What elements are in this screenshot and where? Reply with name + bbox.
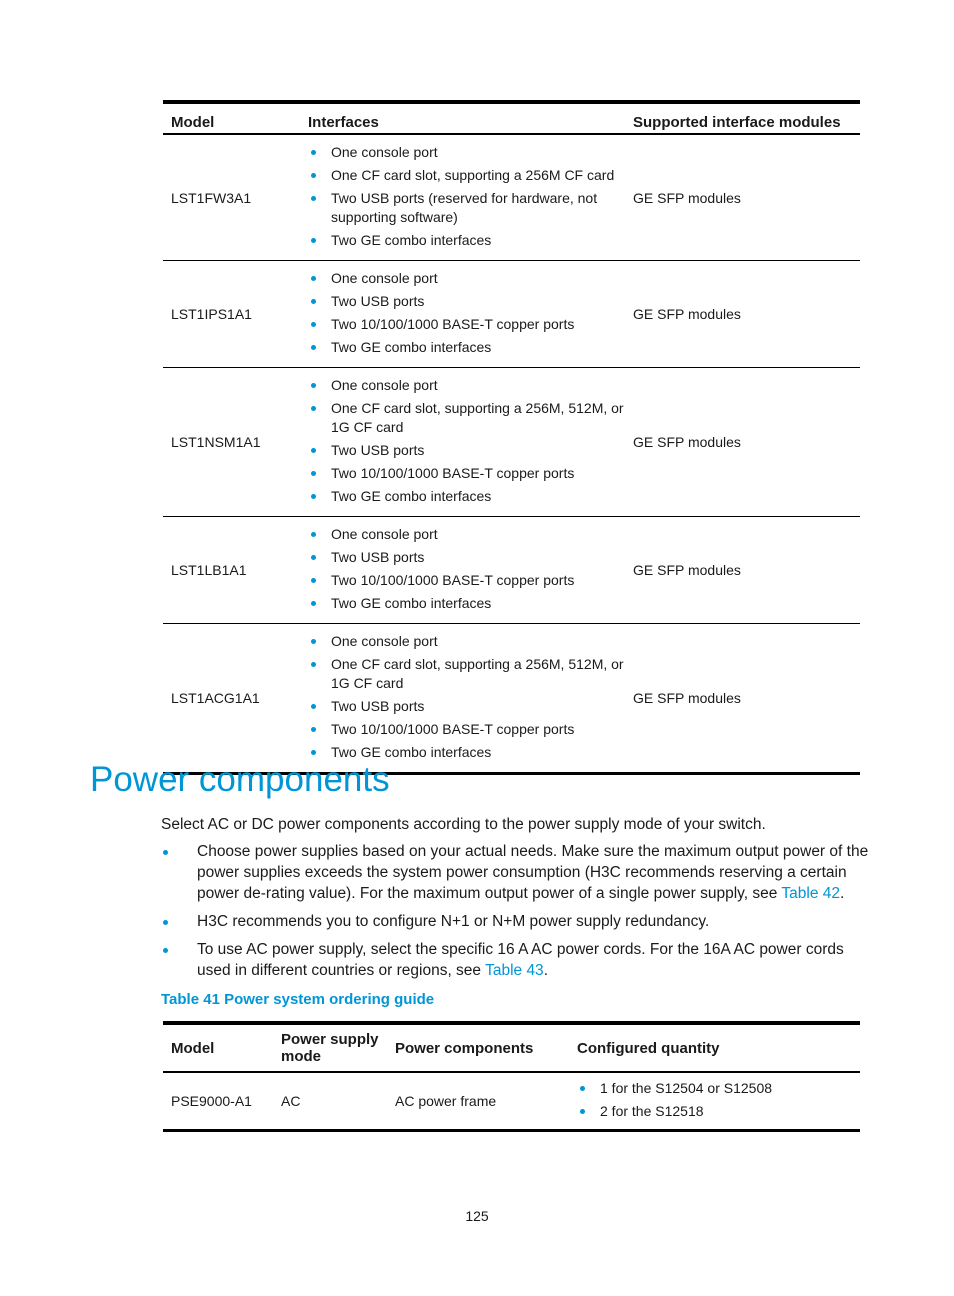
mode-cell: AC — [273, 1072, 387, 1131]
bullet-end: . — [543, 962, 548, 979]
list-item: Two GE combo interfaces — [308, 743, 625, 762]
list-item: 1 for the S12504 or S12508 — [577, 1079, 860, 1098]
interfaces-list — [308, 517, 625, 623]
table-link[interactable]: Table 43 — [485, 962, 544, 979]
table-caption: Table 41 Power system ordering guide — [161, 991, 435, 1008]
list-item: One CF card slot, supporting a 256M, 512M, or 1G CF card — [308, 655, 625, 693]
list-item: Two 10/100/1000 BASE-T copper ports — [308, 720, 625, 739]
model-cell: LST1LB1A1 — [163, 517, 300, 624]
interface-modules-table — [163, 100, 860, 775]
table-row — [163, 1072, 860, 1131]
list-item: One console port — [308, 525, 625, 544]
model-cell: LST1ACG1A1 — [163, 624, 300, 774]
bullet-text: H3C recommends you to configure N+1 or N+M power supply redundancy. — [197, 913, 710, 930]
modules-cell: GE SFP modules — [625, 134, 860, 261]
list-item — [161, 911, 871, 932]
recommendation-list — [161, 841, 871, 988]
interfaces-cell — [300, 134, 625, 261]
quantity-list — [577, 1073, 860, 1129]
modules-cell: GE SFP modules — [625, 517, 860, 624]
bullet-text: Choose power supplies based on your actual needs. Make sure the maximum output power of the power supplies exceeds the system power consumption (H3C recommends reserving a certain power de-rating value). For the maximum output power of a single power supply, see — [197, 843, 869, 902]
list-item: One console port — [308, 143, 625, 162]
list-item: One CF card slot, supporting a 256M CF card — [308, 166, 625, 185]
list-item: Two USB ports (reserved for hardware, not supporting software) — [308, 189, 625, 227]
interfaces-list — [308, 368, 625, 516]
table-row — [163, 517, 860, 624]
list-item: One CF card slot, supporting a 256M, 512M, or 1G CF card — [308, 399, 625, 437]
table-row — [163, 134, 860, 261]
list-item: One console port — [308, 269, 625, 288]
interfaces-list — [308, 261, 625, 367]
model-cell: PSE9000-A1 — [163, 1072, 273, 1131]
list-item: Two GE combo interfaces — [308, 594, 625, 613]
list-item — [161, 939, 871, 981]
list-item: Two 10/100/1000 BASE-T copper ports — [308, 464, 625, 483]
page-number: 125 — [465, 1208, 489, 1224]
table-row — [163, 368, 860, 517]
modules-cell: GE SFP modules — [625, 261, 860, 368]
list-item: 2 for the S12518 — [577, 1102, 860, 1121]
table-header-row — [163, 102, 860, 134]
model-cell: LST1FW3A1 — [163, 134, 300, 261]
interfaces-cell — [300, 261, 625, 368]
header-interfaces: Interfaces — [300, 102, 625, 134]
list-item: Two GE combo interfaces — [308, 231, 625, 250]
list-item: One console port — [308, 376, 625, 395]
list-item: One console port — [308, 632, 625, 651]
header-model: Model — [163, 102, 300, 134]
section-intro: Select AC or DC power components according to the power supply mode of your switch. — [161, 816, 766, 833]
list-item: Two 10/100/1000 BASE-T copper ports — [308, 571, 625, 590]
list-item: Two USB ports — [308, 441, 625, 460]
modules-cell: GE SFP modules — [625, 624, 860, 774]
list-item: Two 10/100/1000 BASE-T copper ports — [308, 315, 625, 334]
modules-cell: GE SFP modules — [625, 368, 860, 517]
list-item: Two GE combo interfaces — [308, 487, 625, 506]
interfaces-cell — [300, 368, 625, 517]
list-item: Two USB ports — [308, 548, 625, 567]
table-row — [163, 261, 860, 368]
table-header-row — [163, 1023, 860, 1072]
list-item: Two USB ports — [308, 292, 625, 311]
header-model: Model — [163, 1023, 273, 1072]
section-title: Power components — [90, 760, 390, 799]
header-power-components: Power components — [387, 1023, 569, 1072]
interfaces-cell — [300, 624, 625, 774]
table-row — [163, 624, 860, 774]
interfaces-cell — [300, 517, 625, 624]
bullet-end: . — [840, 885, 845, 902]
list-item: Two GE combo interfaces — [308, 338, 625, 357]
header-configured-quantity: Configured quantity — [569, 1023, 860, 1072]
quantity-cell — [569, 1072, 860, 1131]
components-cell: AC power frame — [387, 1072, 569, 1131]
header-power-supply-mode: Power supply mode — [273, 1023, 387, 1072]
list-item — [161, 841, 871, 904]
model-cell: LST1IPS1A1 — [163, 261, 300, 368]
power-ordering-table — [163, 1021, 860, 1132]
interfaces-list — [308, 624, 625, 772]
bullet-text: To use AC power supply, select the specific 16 A AC power cords. For the 16A AC power cords used in different countries or regions, see — [197, 941, 844, 979]
list-item: Two USB ports — [308, 697, 625, 716]
table-link[interactable]: Table 42 — [781, 885, 841, 902]
header-modules: Supported interface modules — [625, 102, 860, 134]
model-cell: LST1NSM1A1 — [163, 368, 300, 517]
interfaces-list — [308, 135, 625, 260]
